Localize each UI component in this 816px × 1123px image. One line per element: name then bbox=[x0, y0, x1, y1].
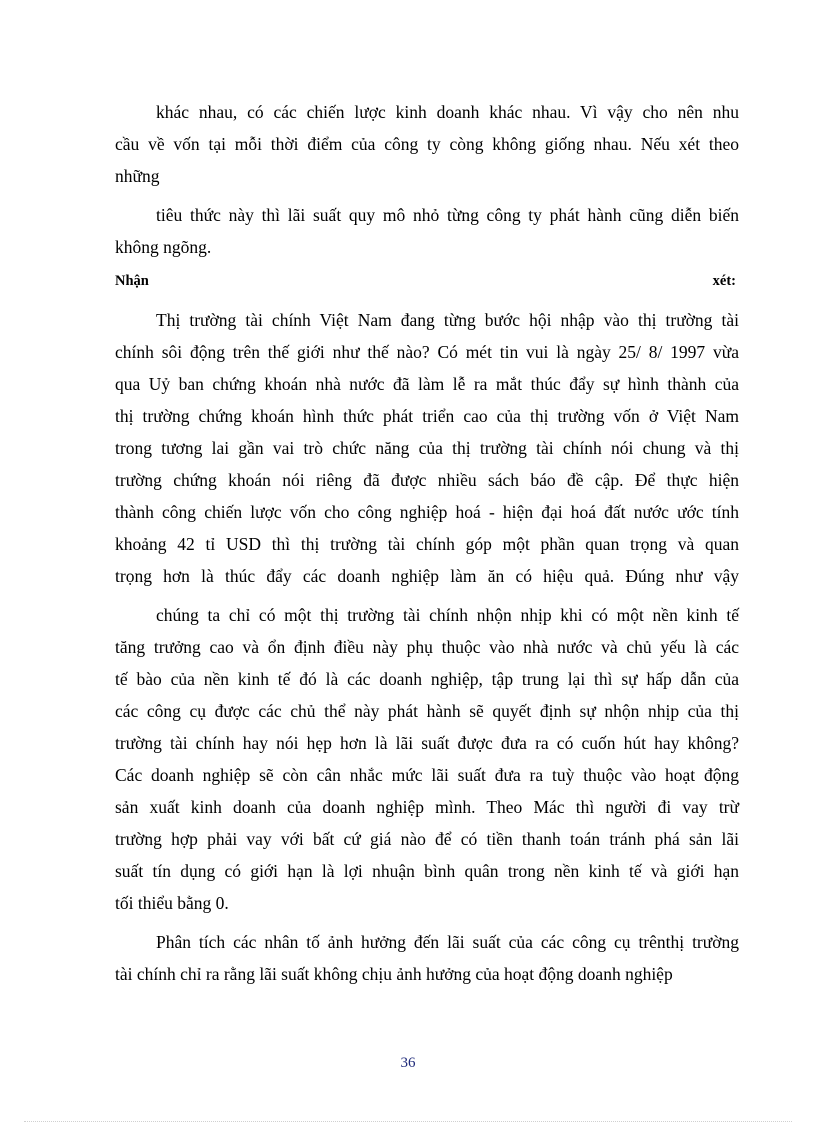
text-line: trường chứng khoán nói riêng đã được nhiều sách báo đề cập. Để thực hiện bbox=[115, 470, 739, 490]
text-line: trường hợp phải vay với bất cứ giá nào để có tiền thanh toán tránh phá sản lãi bbox=[115, 829, 739, 849]
text-line: không ngõng. bbox=[115, 237, 212, 257]
section-heading-left: Nhận bbox=[115, 273, 149, 289]
text-line: sản xuất kinh doanh của doanh nghiệp mình. Theo Mác thì người đi vay trừ bbox=[115, 797, 739, 817]
text-line: tăng trưởng cao và ổn định điều này phụ thuộc vào nhà nước và chủ yếu là các bbox=[115, 637, 739, 657]
section-heading-right: xét: bbox=[712, 273, 736, 289]
text-line: trường tài chính hay nói hẹp hơn là lãi suất được đưa ra có cuốn hút hay không? bbox=[115, 733, 739, 753]
text-line: tài chính chỉ ra rằng lãi suất không chịu ảnh hưởng của hoạt động doanh nghiệp bbox=[115, 964, 673, 984]
text-line: tối thiểu bằng 0. bbox=[115, 893, 229, 913]
text-line: các công cụ được các chủ thể này phát hành sẽ quyết định sự nhộn nhịp của thị bbox=[115, 701, 739, 721]
text-line: Thị trường tài chính Việt Nam đang từng bước hội nhập vào thị trường tài bbox=[156, 310, 739, 330]
text-line: thành công chiến lược vốn cho công nghiệp hoá - hiện đại hoá đất nước ước tính bbox=[115, 502, 739, 522]
text-line: Phân tích các nhân tố ảnh hưởng đến lãi suất của các công cụ trênthị trường bbox=[156, 932, 739, 952]
text-line: tiêu thức này thì lãi suất quy mô nhỏ từng công ty phát hành cũng diễn biến bbox=[156, 205, 739, 225]
text-line: thị trường chứng khoán hình thức phát triển cao của thị trường vốn ở Việt Nam bbox=[115, 406, 739, 426]
footer-divider bbox=[24, 1121, 792, 1122]
text-line: khác nhau, có các chiến lược kinh doanh khác nhau. Vì vậy cho nên nhu bbox=[156, 102, 739, 122]
page-number: 36 bbox=[400, 1055, 416, 1071]
text-line: qua Uỷ ban chứng khoán nhà nước đã làm lễ ra mắt thúc đẩy sự hình thành của bbox=[115, 374, 739, 394]
text-line: chính sôi động trên thế giới như thế nào? Có mét tin vui là ngày 25/ 8/ 1997 vừa bbox=[115, 342, 739, 362]
text-line: chúng ta chỉ có một thị trường tài chính nhộn nhịp khi có một nền kinh tế bbox=[156, 605, 739, 625]
text-line: tế bào của nền kinh tế đó là các doanh nghiệp, tập trung lại thì sự hấp dẫn của bbox=[115, 669, 739, 689]
text-line: những bbox=[115, 166, 160, 186]
text-line: suất tín dụng có giới hạn là lợi nhuận bình quân trong nền kinh tế và giới hạn bbox=[115, 861, 739, 881]
text-line: trọng hơn là thúc đẩy các doanh nghiệp làm ăn có hiệu quả. Đúng như vậy bbox=[115, 566, 739, 586]
text-line: trong tương lai gần vai trò chức năng của thị trường tài chính nói chung và thị bbox=[115, 438, 739, 458]
text-line: Các doanh nghiệp sẽ còn cân nhắc mức lãi suất đưa ra tuỳ thuộc vào hoạt động bbox=[115, 765, 739, 785]
text-line: cầu về vốn tại mỗi thời điểm của công ty còng không giống nhau. Nếu xét theo bbox=[115, 134, 739, 154]
text-line: khoảng 42 tỉ USD thì thị trường tài chính góp một phần quan trọng và quan bbox=[115, 534, 739, 554]
